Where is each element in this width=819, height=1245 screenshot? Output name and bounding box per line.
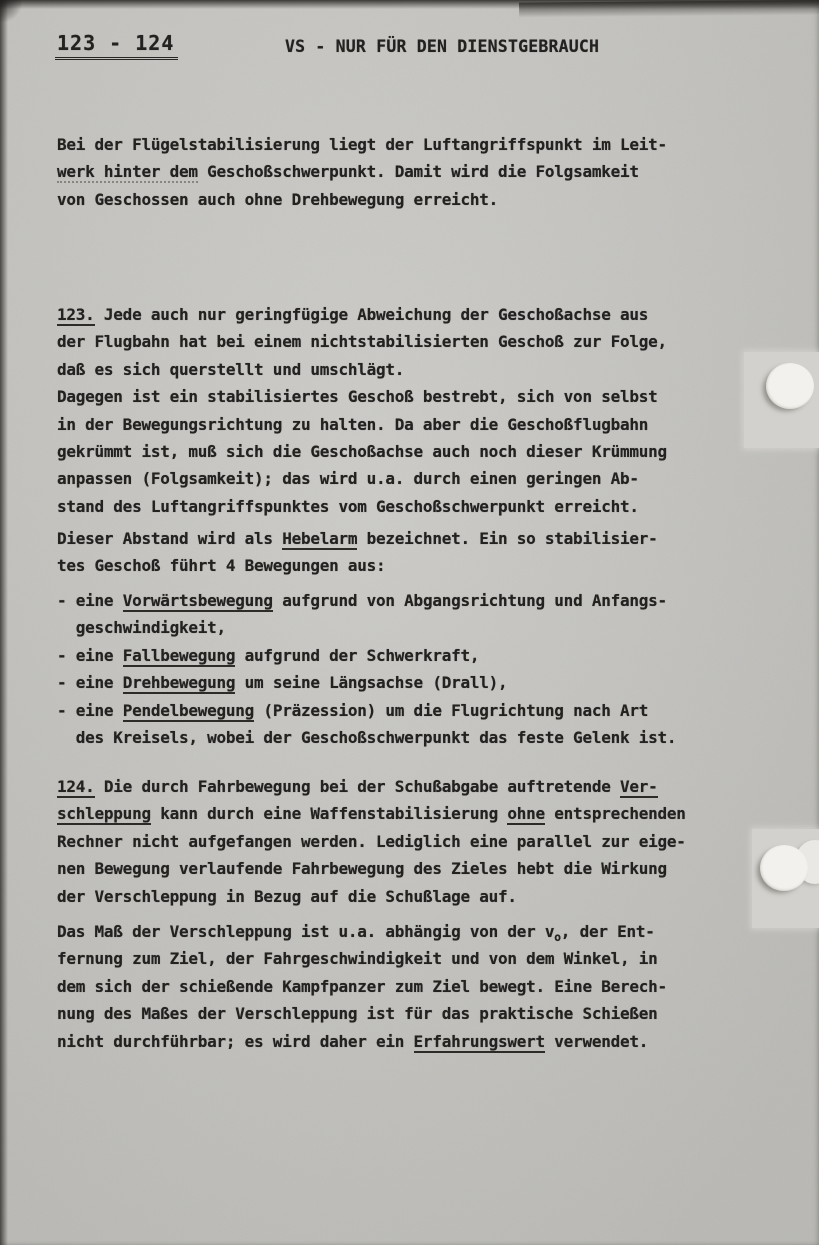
scan-edge-top-right: [519, 0, 819, 18]
text-line: - eine Vorwärtsbewegung aufgrund von Abgangsrichtung und Anfangs-: [57, 591, 667, 610]
classification-header: VS - NUR FÜR DEN DIENSTGEBRAUCH: [285, 37, 600, 56]
punch-hole-top: [766, 363, 814, 409]
text-line: Dagegen ist ein stabilisiertes Geschoß bestrebt, sich von selbst: [57, 387, 658, 407]
paragraph-hebelarm: [57, 525, 658, 580]
text-line: dem sich der schießende Kampfpanzer zum Ziel bewegt. Eine Berech-: [57, 976, 667, 996]
text-line: 124. Die durch Fahrbewegung bei der Schußabgabe auftretende Ver-: [57, 777, 658, 796]
text-line: des Kreisels, wobei der Geschoßschwerpunkt das feste Gelenk ist.: [57, 727, 677, 747]
punch-hole-bottom: [760, 845, 808, 891]
text-line: nung des Maßes der Verschleppung ist für das praktische Schießen: [57, 1004, 658, 1024]
movement-bullet-list: [57, 587, 676, 751]
text-line: Rechner nicht aufgefangen werden. Lediglich eine parallel zur eige-: [57, 831, 686, 851]
text-line: gekrümmt ist, muß sich die Geschoßachse auch noch dieser Krümmung: [57, 441, 667, 461]
text-line: schleppung kann durch eine Waffenstabilisierung ohne entsprechenden: [57, 804, 686, 824]
scan-edge-left: [0, 0, 8, 1245]
paragraph-intro: [57, 131, 667, 213]
text-line: daß es sich querstellt und umschlägt.: [57, 359, 405, 379]
text-line: - eine Fallbewegung aufgrund der Schwerkraft,: [57, 645, 480, 665]
text-line: 123. Jede auch nur geringfügige Abweichung der Geschoßachse aus: [57, 305, 649, 324]
text-line: nen Bewegung verlaufende Fahrbewegung des Zieles hebt die Wirkung: [57, 859, 667, 879]
text-line: Das Maß der Verschleppung ist u.a. abhängig von der $v_o$, der Ent-: [57, 922, 655, 945]
text-line: von Geschossen auch ohne Drehbewegung erreicht.: [57, 189, 498, 209]
text-line: Dieser Abstand wird als Hebelarm bezeichnet. Ein so stabilisier-: [57, 529, 658, 548]
paragraph-124: [57, 773, 686, 910]
text-line: werk hinter dem Geschoßschwerpunkt. Damit wird die Folgsamkeit: [57, 162, 639, 182]
page-numbers: 123 - 124: [55, 31, 178, 60]
text-line: - eine Drehbewegung um seine Längsachse (Drall),: [57, 673, 508, 693]
scan-edge-corner: [0, 0, 22, 22]
text-line: geschwindigkeit,: [57, 618, 226, 638]
text-line: stand des Luftangriffspunktes vom Geschoßschwerpunkt erreicht.: [57, 496, 639, 516]
text-line: nicht durchführbar; es wird daher ein Erfahrungswert verwendet.: [57, 1031, 649, 1051]
text-line: Bei der Flügelstabilisierung liegt der Luftangriffspunkt im Leit-: [57, 135, 667, 154]
paragraph-123: [57, 301, 667, 520]
text-line: in der Bewegungsrichtung zu halten. Da aber die Geschoßflugbahn: [57, 414, 649, 434]
text-line: der Flugbahn hat bei einem nichtstabilisierten Geschoß zur Folge,: [57, 332, 667, 352]
text-line: - eine Pendelbewegung (Präzession) um die Flugrichtung nach Art: [57, 700, 649, 720]
text-line: fernung zum Ziel, der Fahrgeschwindigkeit und von dem Winkel, in: [57, 949, 658, 969]
text-line: anpassen (Folgsamkeit); das wird u.a. durch einen geringen Ab-: [57, 469, 639, 489]
text-line: tes Geschoß führt 4 Bewegungen aus:: [57, 556, 386, 576]
text-line: der Verschleppung in Bezug auf die Schußlage auf.: [57, 886, 517, 906]
paragraph-verschleppung: [57, 918, 667, 1055]
